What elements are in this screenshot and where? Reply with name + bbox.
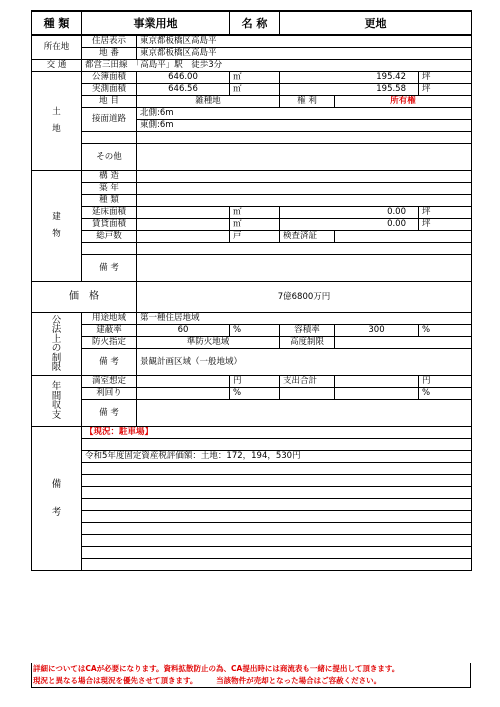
regulation-remarks-row [32, 349, 472, 376]
yen-unit: 円 [419, 376, 472, 388]
expense-label: 支出合計 [280, 376, 335, 388]
zoning-value: 第一種住居地域 [137, 313, 472, 325]
spacer-row [32, 132, 472, 144]
yield-unit: % [230, 388, 280, 400]
note-line-2: 現況と異なる場合は現況を優先させて頂きます。 当該物件が売却となった場合はご容赦ください。 [33, 676, 382, 685]
transport-value: 都営三田線 「高島平」駅 徒歩3分 [82, 60, 472, 72]
transport-row [32, 60, 472, 72]
lot-label: 地 番 [82, 48, 137, 60]
unit-m2: ㎡ [230, 207, 280, 219]
floor-area-tsubo: 0.00 [280, 207, 419, 219]
address-row [32, 35, 472, 48]
full-occupancy-label: 満室想定 [82, 376, 137, 388]
building-type-label: 種 類 [82, 195, 137, 207]
rental-area-tsubo: 0.00 [280, 219, 419, 231]
remarks-status: 【現況：駐車場】 [82, 427, 472, 439]
spacer-row [32, 243, 472, 255]
other-label: その他 [82, 144, 137, 171]
far-label: 容積率 [280, 325, 335, 337]
name-value: 更地 [280, 11, 472, 35]
category-row [32, 96, 472, 108]
yield-row [32, 388, 472, 400]
road-east: 東側:6m [137, 120, 472, 132]
rental-area-label: 賃貸面積 [82, 219, 137, 231]
survey-area-tsubo: 195.58 [280, 84, 419, 96]
coverage-value: 60 [137, 325, 230, 337]
price-row [32, 282, 472, 313]
yen-unit: 円 [230, 376, 280, 388]
unit-tsubo: 坪 [419, 207, 472, 219]
fire-label: 防火指定 [82, 337, 137, 349]
far-unit: % [419, 325, 472, 337]
unit-m2: ㎡ [230, 72, 280, 84]
unit-m2: ㎡ [230, 84, 280, 96]
address-value: 東京都板橋区高島平 [137, 35, 472, 48]
price-value: 7億6800万円 [137, 282, 472, 313]
road-north-row [32, 108, 472, 120]
property-table [31, 10, 472, 571]
coverage-unit: % [230, 325, 280, 337]
unit-tsubo: 坪 [419, 84, 472, 96]
units-label: 総戸数 [82, 231, 137, 243]
address-label: 住居表示 [82, 35, 137, 48]
built-label: 築 年 [82, 183, 137, 195]
income-label: 年 間 収 支 [32, 376, 82, 427]
zoning-label: 用途地域 [82, 313, 137, 325]
remarks-status-row [32, 427, 472, 439]
income-remarks-label: 備 考 [82, 400, 137, 427]
registry-area-tsubo: 195.42 [280, 72, 419, 84]
height-label: 高度制限 [280, 337, 335, 349]
survey-area-m2: 646.56 [137, 84, 230, 96]
income-remarks-row [32, 400, 472, 427]
yield-unit: % [419, 388, 472, 400]
road-label: 接面道路 [82, 108, 137, 132]
remarks-tax-value: 令和5年度固定資産税評価額：土地：172，194，530円 [82, 451, 472, 463]
far-value: 300 [335, 325, 419, 337]
other-row [32, 144, 472, 171]
fire-row [32, 337, 472, 349]
floor-area-label: 延床面積 [82, 207, 137, 219]
units-row [32, 231, 472, 243]
built-row [32, 183, 472, 195]
fire-value: 準防火地域 [137, 337, 280, 349]
yield-label: 利回り [82, 388, 137, 400]
footer-notes [31, 663, 471, 688]
survey-area-row [32, 84, 472, 96]
regulations-label: 公 法 上 の 制 限 [32, 313, 82, 376]
rights-value: 所有権 [335, 96, 472, 108]
zoning-row [32, 313, 472, 325]
land-label: 土 地 [32, 72, 82, 171]
location-label: 所在地 [32, 35, 82, 60]
unit-tsubo: 坪 [419, 219, 472, 231]
header-row [32, 11, 472, 35]
registry-area-label: 公簿面積 [82, 72, 137, 84]
regulation-remarks-label: 備 考 [82, 349, 137, 376]
category-label: 地 目 [82, 96, 137, 108]
survey-area-label: 実測面積 [82, 84, 137, 96]
rental-area-row [32, 219, 472, 231]
unit-m2: ㎡ [230, 219, 280, 231]
registry-area-row [32, 72, 472, 84]
unit-tsubo: 坪 [419, 72, 472, 84]
building-remarks-row [32, 255, 472, 282]
road-north: 北側:6m [137, 108, 472, 120]
units-unit: 戸 [230, 231, 280, 243]
remarks-tax-row [32, 451, 472, 463]
floor-area-row [32, 207, 472, 219]
lot-row [32, 48, 472, 60]
building-label: 建 物 [32, 171, 82, 282]
price-label: 価 格 [32, 282, 137, 313]
type-label: 種 類 [32, 11, 82, 35]
full-occupancy-row [32, 376, 472, 388]
coverage-label: 建蔽率 [82, 325, 137, 337]
transport-label: 交 通 [32, 60, 82, 72]
structure-label: 構 造 [82, 171, 137, 183]
note-line-1: 詳細についてはCAが必要になります。資料拡散防止の為、CA提出時には商流表も一緒に提出して頂きます。 [33, 664, 400, 673]
structure-row [32, 171, 472, 183]
building-type-row [32, 195, 472, 207]
building-remarks-label: 備 考 [82, 255, 137, 282]
rights-label: 権 利 [280, 96, 335, 108]
coverage-row [32, 325, 472, 337]
lot-value: 東京都板橋区高島平 [137, 48, 472, 60]
registry-area-m2: 646.00 [137, 72, 230, 84]
regulation-remarks-value: 景観計画区域（一般地域） [137, 349, 472, 376]
inspection-label: 検査済証 [280, 231, 335, 243]
name-label: 名 称 [230, 11, 280, 35]
remarks-label: 備 考 [32, 427, 82, 571]
type-value: 事業用地 [82, 11, 230, 35]
category-value: 雑種地 [137, 96, 280, 108]
